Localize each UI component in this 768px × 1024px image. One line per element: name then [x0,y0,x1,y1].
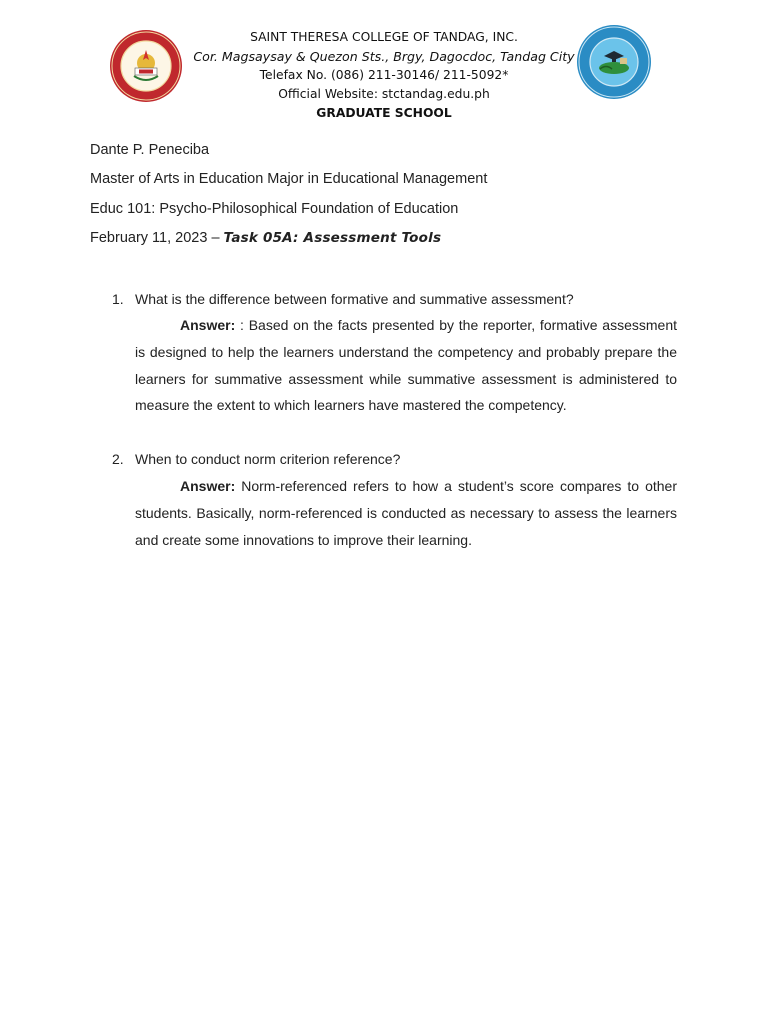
answer-label: Answer: [180,478,236,494]
course-line: Educ 101: Psycho-Philosophical Foundation of Education [90,201,459,217]
question-number: 2. [112,451,124,467]
date: February 11, 2023 – [90,230,224,246]
answer-paragraph [135,473,677,553]
telefax: Telefax No. (086) 211-30146/ 211-5092* [259,68,509,82]
program-line: Master of Arts in Education Major in Educational Management [90,171,488,187]
answer-label: Answer: [180,317,236,333]
school-address: Cor. Magsaysay & Quezon Sts., Brgy, Dagocdoc, Tandag City [193,49,575,64]
division-title: GRADUATE SCHOOL [316,106,452,120]
answer-text: : Based on the facts presented by the reporter, formative assessment is designed to help the learners understand the competency and probably prepare the learners for summative assessment while summative assessment is administered to measure the extent to which learners have mastered the competency. [135,317,677,414]
date-task-line [90,230,441,246]
website: Official Website: stctandag.edu.ph [278,87,490,101]
letterhead [190,28,578,123]
college-seal-icon [108,28,184,104]
task-title: Task 05A: Assessment Tools [223,230,442,246]
question-text: When to conduct norm criterion reference? [135,451,401,467]
answer-text: Norm-referenced refers to how a student’s score compares to other students. Basically, norm-referenced is conducted as necessary to assess the learners and create some innovations to improve their learning. [135,478,677,548]
graduate-school-seal-icon [576,24,652,100]
answer-paragraph [135,312,677,419]
question-number: 1. [112,291,124,307]
question-text: What is the difference between formative and summative assessment? [135,291,574,307]
student-name: Dante P. Peneciba [90,142,210,158]
school-name: SAINT THERESA COLLEGE OF TANDAG, INC. [250,30,518,44]
